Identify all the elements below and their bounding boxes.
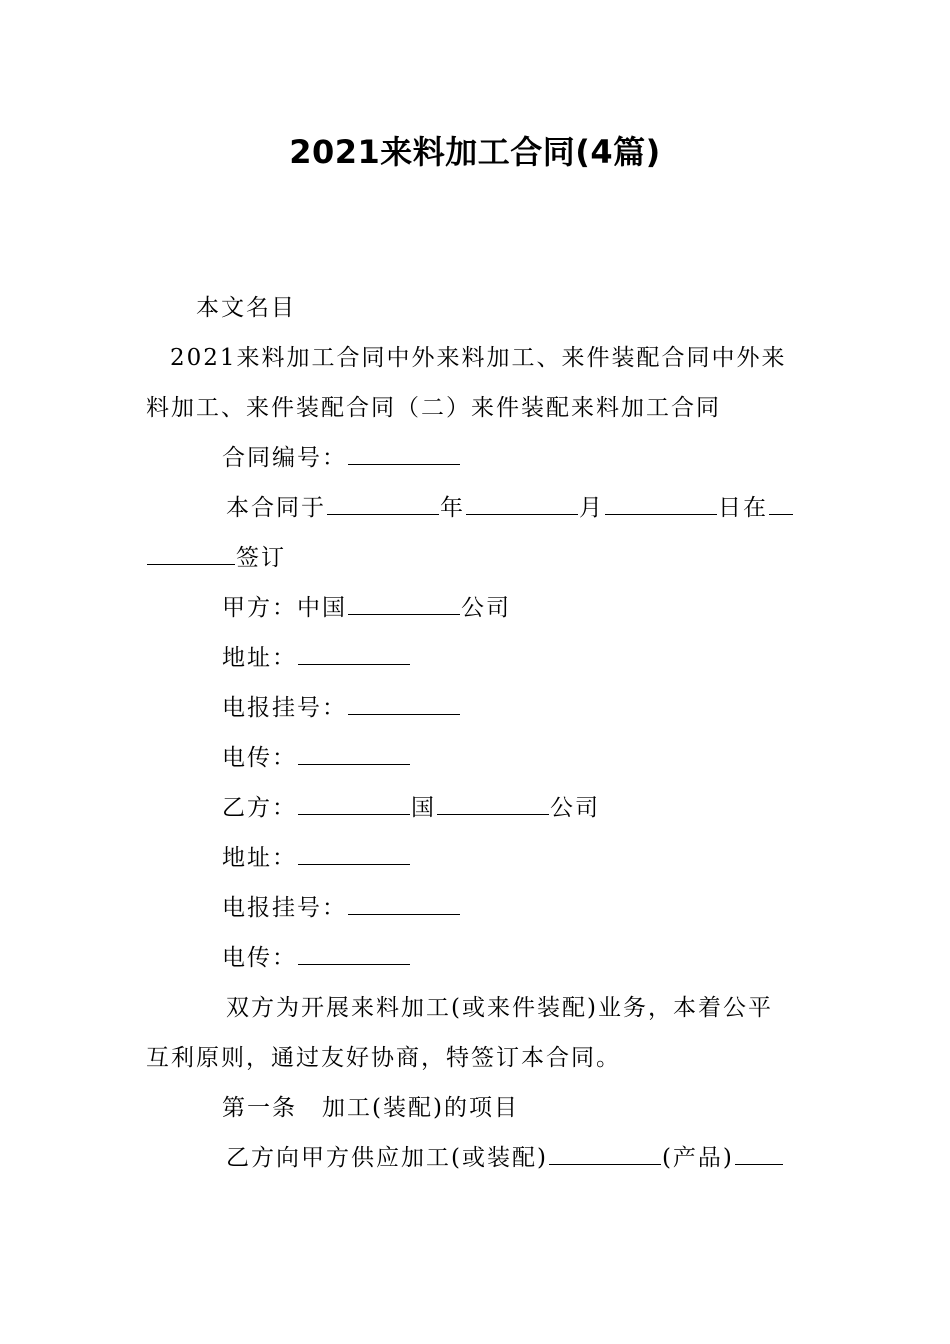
party-b-name-blank: [298, 794, 410, 815]
party-a-company: 公司: [461, 595, 511, 621]
party-b-country: 国: [411, 795, 436, 821]
party-b-line: [222, 793, 600, 823]
party-a-fax-line: [222, 743, 411, 773]
contract-number-line: [222, 443, 461, 473]
signing-month-blank: [466, 494, 578, 515]
intro-line-2: 互利原则，通过友好协商，特签订本合同。: [146, 1045, 621, 1071]
party-b-fax-label: 电传：: [222, 945, 297, 971]
party-a-name-blank: [348, 594, 460, 615]
party-a-fax-blank: [298, 744, 410, 765]
party-b-company: 公司: [550, 795, 600, 821]
party-b-telegraph-line: [222, 893, 461, 923]
party-a-address-label: 地址：: [222, 645, 297, 671]
article-1-product-label: (产品): [661, 1145, 734, 1171]
signing-place-blank-a: [769, 494, 793, 515]
party-a-fax-label: 电传：: [222, 745, 297, 771]
toc-line-1: 2021来料加工合同中外来料加工、来件装配合同中外来: [170, 345, 787, 371]
party-a-telegraph-blank: [348, 694, 460, 715]
party-b-telegraph-blank: [348, 894, 460, 915]
document-title: 2021来料加工合同(4篇): [289, 133, 661, 171]
party-b-fax-line: [222, 943, 411, 973]
signing-suffix: 签订: [236, 545, 286, 571]
toc-heading: 本文名目: [196, 295, 296, 321]
signing-year-label: 年: [440, 495, 465, 521]
party-a-telegraph-label: 电报挂号：: [222, 695, 347, 721]
party-a-line: [222, 593, 511, 623]
signing-day-blank: [605, 494, 717, 515]
party-b-fax-blank: [298, 944, 410, 965]
signing-line-cont: [146, 543, 286, 573]
party-b-address-label: 地址：: [222, 845, 297, 871]
party-b-company-blank: [437, 794, 549, 815]
signing-year-blank: [327, 494, 439, 515]
signing-line: [226, 493, 794, 523]
intro-line-1: 双方为开展来料加工(或来件装配)业务，本着公平: [226, 995, 773, 1021]
party-b-address-line: [222, 843, 411, 873]
signing-month-label: 月: [579, 495, 604, 521]
party-a-label: 甲方：中国: [222, 595, 347, 621]
signing-prefix: 本合同于: [226, 495, 326, 521]
article-1-title: 第一条 加工(装配)的项目: [222, 1095, 519, 1121]
party-a-address-blank: [298, 644, 410, 665]
party-a-telegraph-line: [222, 693, 461, 723]
article-1-line: [226, 1143, 784, 1173]
contract-number-label: 合同编号：: [222, 445, 347, 471]
toc-line-2: 料加工、来件装配合同（二）来件装配来料加工合同: [146, 395, 721, 421]
party-b-address-blank: [298, 844, 410, 865]
article-1-product-blank: [735, 1144, 783, 1165]
party-a-address-line: [222, 643, 411, 673]
signing-place-blank-b: [147, 544, 235, 565]
party-b-label: 乙方：: [222, 795, 297, 821]
contract-number-blank: [348, 444, 460, 465]
party-b-telegraph-label: 电报挂号：: [222, 895, 347, 921]
signing-day-at-label: 日在: [718, 495, 768, 521]
article-1-item-blank: [549, 1144, 661, 1165]
article-1-prefix: 乙方向甲方供应加工(或装配): [226, 1145, 548, 1171]
